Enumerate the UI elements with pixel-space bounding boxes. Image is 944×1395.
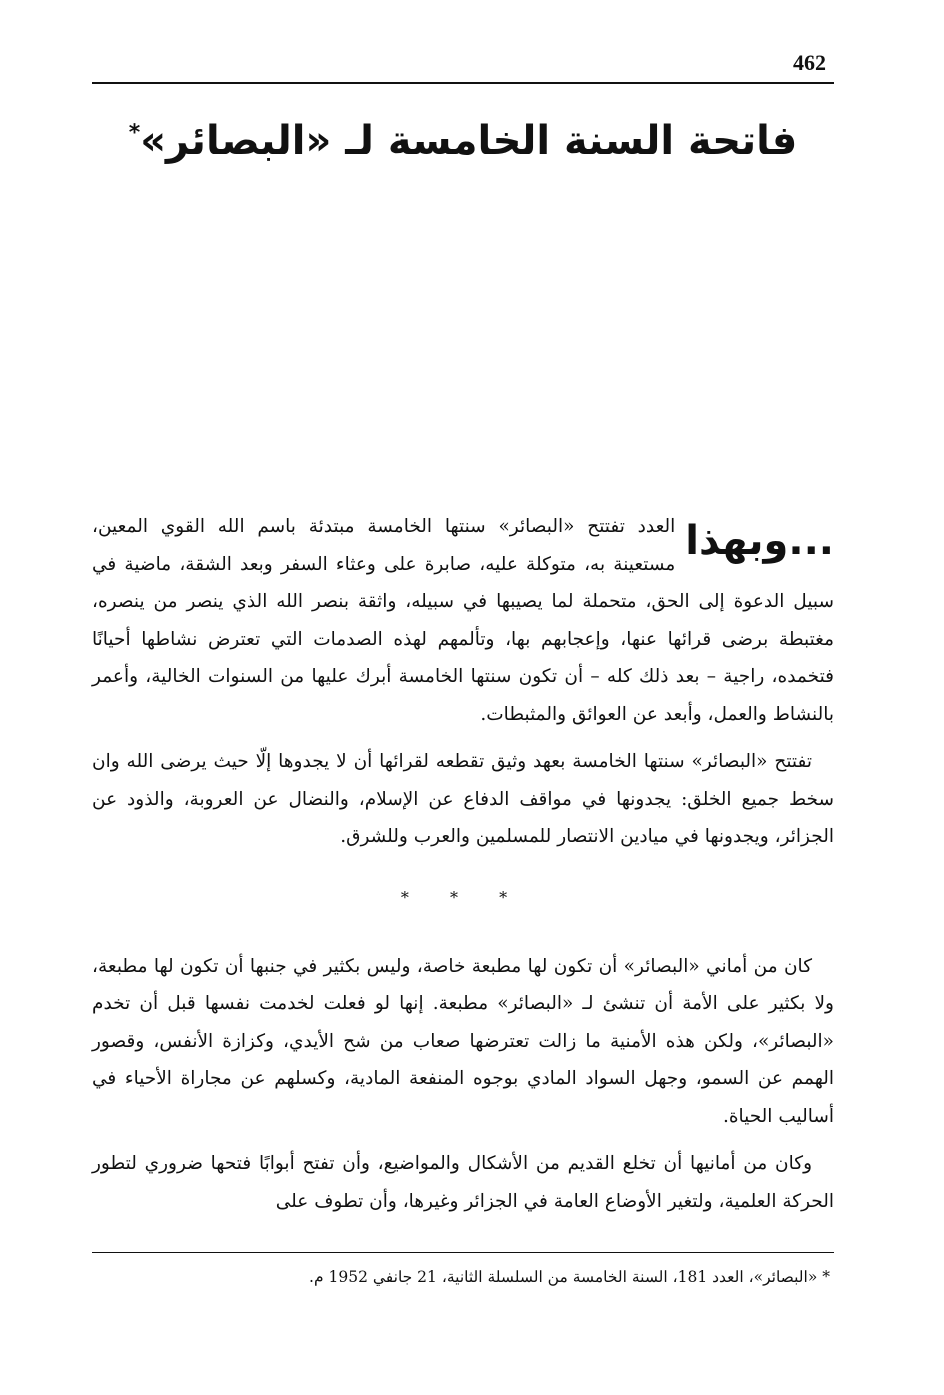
footnote-rule (92, 1252, 834, 1253)
paragraph-1 (92, 508, 834, 733)
header-rule (92, 82, 834, 84)
page-number: 462 (793, 50, 826, 75)
paragraph-2: تفتتح «البصائر» سنتها الخامسة بعهد وثيق تقطعه لقرائها أن لا يجدوها إلّا حيث يرضى الله وان سخط جميع الخلق: يجدونها في مواقف الدفاع عن الإسلام، والنضال عن العروبة، والذود عن الجزائر، ويجدونها في ميادين الانتصار للمسلمين والعرب وللشرق. (92, 751, 834, 847)
paragraph-1-text: العدد تفتتح «البصائر» سنتها الخامسة مبتدئة باسم الله القوي المعين، مستعينة به، متوكلة عليه، صابرة على وعثاء السفر وبعد الشقة، ماضية في سبيل الدعوة إلى الحق، متحملة لما يصيبها في سبيله، واثقة بنصر الله الذي ينصر من ينصره، مغتبطة برضى قرائها عنها، وإعجابهم بها، وتألمهم لهذه الصدمات التي تعترض نشاطها أحيانًا فتخمده، راجية – بعد ذلك كله – أن تكون سنتها الخامسة أبرك عليها من السنوات الخالية، وأعمر بالنشاط والعمل، وأبعد عن العوائق والمثبطات. (92, 516, 834, 725)
paragraph-3: كان من أماني «البصائر» أن تكون لها مطبعة خاصة، وليس بكثير في جنبها أن تكون لها مطبعة، ولا بكثير على الأمة أن تنشئ لـ «البصائر» مطبعة. إنها لو فعلت لخدمت نفسها قبل أن تخدم «البصائر»، ولكن هذه الأمنية ما زالت تعترضها صعاب من شح الأيدي، وكزازة الأنفس، وقصور الهمم عن السمو، وجهل السواد المادي بوجوه المنفعة المادية، وكسلهم عن مجاراة الأحياء في أساليب الحياة. (92, 955, 834, 1127)
title-text: فاتحة السنة الخامسة لـ «البصائر» (140, 118, 798, 164)
lead-word: ...وبهذا (685, 518, 834, 564)
footnote: * «البصائر»، العدد 181، السنة الخامسة من السلسلة الثانية، 21 جانفي 1952 م. (309, 1268, 830, 1286)
article-title (92, 118, 834, 164)
section-separator: * * * (400, 887, 526, 907)
article-body (92, 508, 834, 1230)
title-footnote-mark: * (128, 120, 141, 146)
paragraph-4: وكان من أمانيها أن تخلع القديم من الأشكال والمواضيع، وأن تفتح أبوابًا فتحها ضروري لتطور الحركة العلمية، ولتغير الأوضاع العامة في الجزائر وغيرها، وأن تطوف على (92, 1153, 834, 1212)
